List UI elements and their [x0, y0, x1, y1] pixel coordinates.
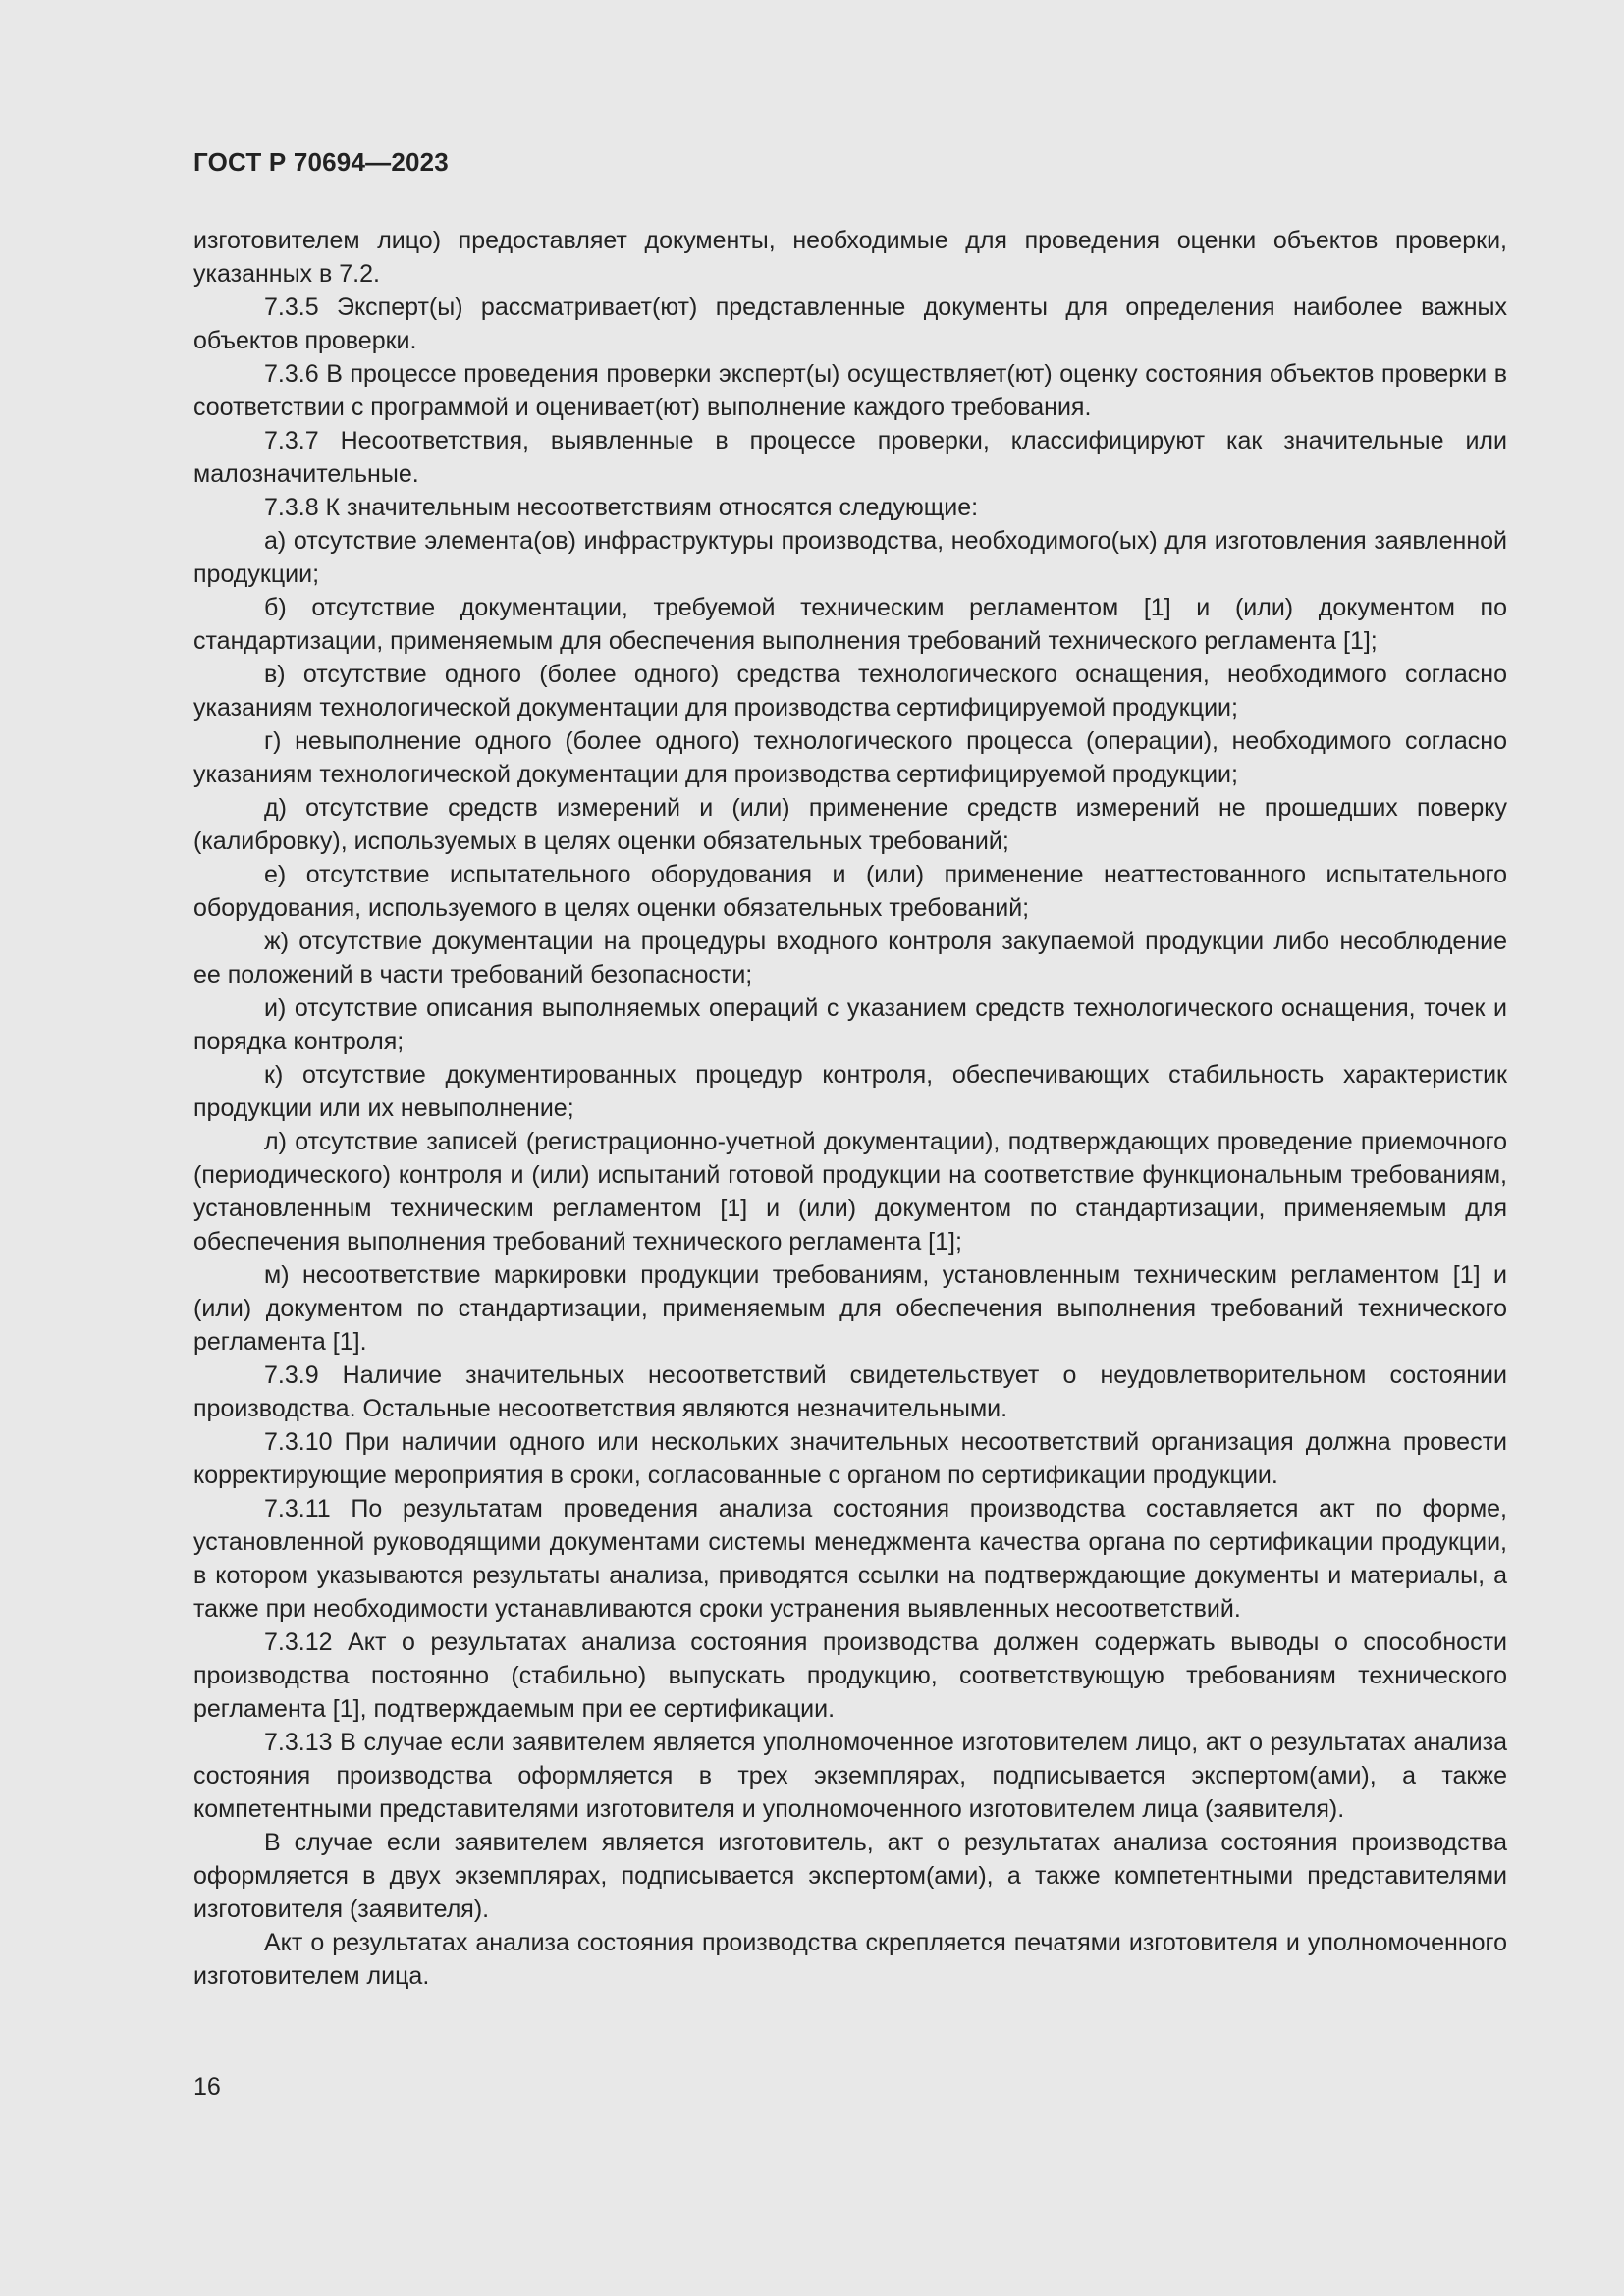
- list-item-b: б) отсутствие документации, требуемой техническим регламентом [1] и (или) документом по стандартизации, применяемым для обеспечения выполнения требований технического регламента [1];: [193, 594, 1507, 655]
- list-item-m: м) несоответствие маркировки продукции требованиям, установленным техническим регламентом [1] и (или) документом по стандартизации, применяемым для обеспечения выполнения требований технического регламента [1].: [193, 1261, 1507, 1356]
- list-item-i: и) отсутствие описания выполняемых операций с указанием средств технологического оснащения, точек и порядка контроля;: [193, 994, 1507, 1055]
- clause-7-3-8: 7.3.8 К значительным несоответствиям относятся следующие:: [264, 494, 979, 521]
- list-item-d: д) отсутствие средств измерений и (или) применение средств измерений не прошедших поверку (калибровку), используемых в целях оценки обязательных требований;: [193, 794, 1507, 855]
- paragraph-manufacturer-applicant: В случае если заявителем является изготовитель, акт о результатах анализа состояния производства оформляется в двух экземплярах, подписывается экспертом(ами), а также компетентными представителями изготовителя (заявителя).: [193, 1829, 1507, 1923]
- list-item-g: г) невыполнение одного (более одного) технологического процесса (операции), необходимого согласно указаниям технологической документации для производства сертифицируемой продукции;: [193, 727, 1507, 788]
- paragraph-act-seals: Акт о результатах анализа состояния производства скрепляется печатями изготовителя и уполномоченного изготовителем лица.: [193, 1929, 1507, 1990]
- list-item-a: а) отсутствие элемента(ов) инфраструктуры производства, необходимого(ых) для изготовления заявленной продукции;: [193, 527, 1507, 588]
- list-item-l: л) отсутствие записей (регистрационно-учетной документации), подтверждающих проведение приемочного (периодического) контроля и (или) испытаний готовой продукции на соответствие функциональным требованиям, установленным техническим регламентом [1] и (или) документом по стандартизации, применяемым для обеспечения выполнения требований технического регламента [1];: [193, 1128, 1507, 1255]
- clause-7-3-7: 7.3.7 Несоответствия, выявленные в процессе проверки, классифицируют как значительные или малозначительные.: [193, 427, 1507, 488]
- clause-7-3-10: 7.3.10 При наличии одного или нескольких значительных несоответствий организация должна провести корректирующие мероприятия в сроки, согласованные с органом по сертификации продукции.: [193, 1428, 1507, 1489]
- list-item-e: е) отсутствие испытательного оборудования и (или) применение неаттестованного испытательного оборудования, используемого в целях оценки обязательных требований;: [193, 861, 1507, 922]
- paragraph-continuation: изготовителем лицо) предоставляет документы, необходимые для проведения оценки объектов проверки, указанных в 7.2.: [193, 227, 1507, 288]
- clause-7-3-13: 7.3.13 В случае если заявителем является уполномоченное изготовителем лицо, акт о результатах анализа состояния производства оформляется в трех экземплярах, подписывается экспертом(ами), а также компетентными представителями изготовителя и уполномоченного изготовителем лица (заявителя).: [193, 1729, 1507, 1823]
- clause-7-3-9: 7.3.9 Наличие значительных несоответствий свидетельствует о неудовлетворительном состоянии производства. Остальные несоответствия являются незначительными.: [193, 1362, 1507, 1422]
- document-header: ГОСТ Р 70694—2023: [193, 147, 449, 177]
- list-item-zh: ж) отсутствие документации на процедуры входного контроля закупаемой продукции либо несоблюдение ее положений в части требований безопасности;: [193, 928, 1507, 988]
- list-item-k: к) отсутствие документированных процедур контроля, обеспечивающих стабильность характеристик продукции или их невыполнение;: [193, 1061, 1507, 1122]
- document-body: [193, 224, 1507, 1993]
- clause-7-3-12: 7.3.12 Акт о результатах анализа состояния производства должен содержать выводы о способности производства постоянно (стабильно) выпускать продукцию, соответствующую требованиям технического регламента [1], подтверждаемым при ее сертификации.: [193, 1629, 1507, 1723]
- list-item-v: в) отсутствие одного (более одного) средства технологического оснащения, необходимого согласно указаниям технологической документации для производства сертифицируемой продукции;: [193, 661, 1507, 721]
- clause-7-3-11: 7.3.11 По результатам проведения анализа состояния производства составляется акт по форме, установленной руководящими документами системы менеджмента качества органа по сертификации продукции, в котором указываются результаты анализа, приводятся ссылки на подтверждающие документы и материалы, а также при необходимости устанавливаются сроки устранения выявленных несоответствий.: [193, 1495, 1507, 1623]
- clause-7-3-5: 7.3.5 Эксперт(ы) рассматривает(ют) представленные документы для определения наиболее важных объектов проверки.: [193, 294, 1507, 354]
- page-number: 16: [193, 2073, 221, 2101]
- clause-7-3-6: 7.3.6 В процессе проведения проверки эксперт(ы) осуществляет(ют) оценку состояния объектов проверки в соответствии с программой и оценивает(ют) выполнение каждого требования.: [193, 360, 1507, 421]
